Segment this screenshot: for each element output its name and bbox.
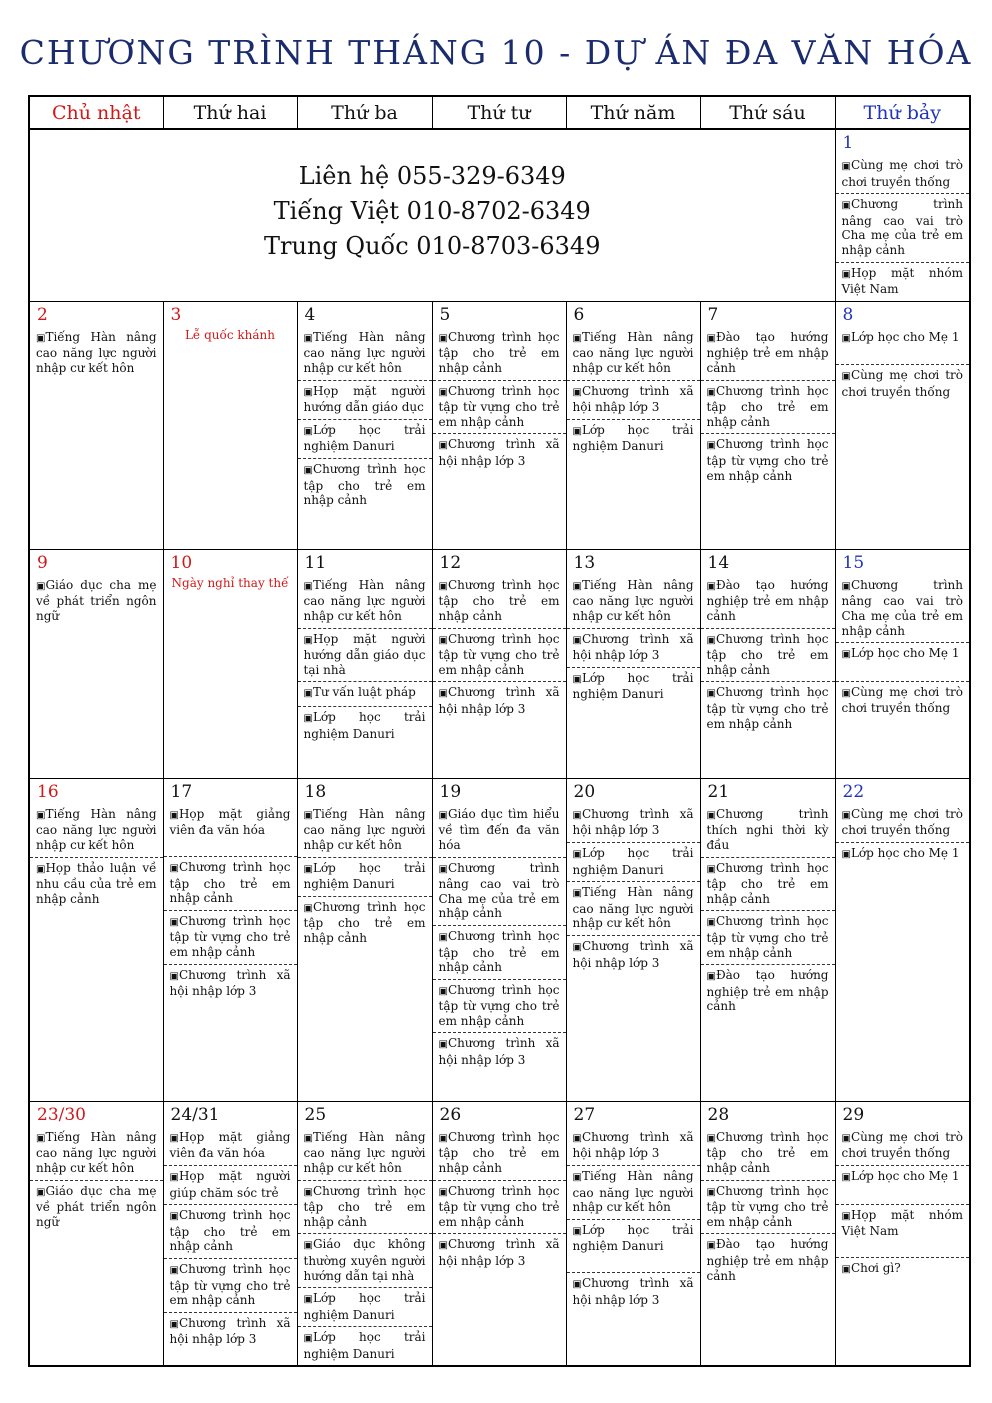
event-item: ▣ Tiếng Hàn nâng cao năng lực người nhập cư kết hôn <box>298 575 432 629</box>
event-item: ▣ Họp mặt nhóm Việt Nam <box>836 1205 970 1258</box>
event-item: ▣ Cùng mẹ chơi trò chơi truyền thống <box>836 682 970 720</box>
day-cell <box>566 778 700 1101</box>
event-item: ▣ Chương trình xã hội nhập lớp 3 <box>164 965 297 1003</box>
day-cell <box>29 549 163 778</box>
day-number: 23/30 <box>37 1104 86 1125</box>
day-cell <box>835 301 970 549</box>
event-item: ▣ Chương trình xã hội nhập lớp 3 <box>164 1313 297 1351</box>
week-row <box>29 301 970 549</box>
day-number: 29 <box>842 1104 865 1125</box>
event-item: ▣ Giáo dục không thường xuyên người hướng dẫn tại nhà <box>298 1234 432 1288</box>
contact-chinese: Trung Quốc 010-8703-6349 <box>264 232 601 260</box>
event-item: ▣ Tiếng Hàn nâng cao năng lực người nhập cư kết hôn <box>567 882 700 936</box>
event-item: ▣ Chương trình học tập cho trẻ em nhập cảnh <box>298 897 432 950</box>
event-item: ▣ Họp mặt người hướng dẫn giáo dục tại nhà <box>298 629 432 683</box>
event-item: ▣ Chương trình học tập cho trẻ em nhập cảnh <box>164 1205 297 1259</box>
event-item: ▣ Chương trình thích nghi thời kỳ đầu <box>701 804 835 858</box>
day-cell <box>163 301 297 549</box>
day-number: 21 <box>707 781 730 802</box>
day-cell <box>163 1101 297 1366</box>
day-cell <box>29 1101 163 1366</box>
day-number: 14 <box>707 552 730 573</box>
event-item: ▣ Họp mặt giảng viên đa văn hóa <box>164 804 297 857</box>
event-item: ▣ Chương trình học tập cho trẻ em nhập cảnh <box>701 629 835 683</box>
event-item: ▣ Chương trình học tập cho trẻ em nhập cảnh <box>701 858 835 912</box>
event-item: ▣ Lớp học trải nghiệm Danuri <box>298 858 432 897</box>
event-item: ▣ Đào tạo hướng nghiệp trẻ em nhập cảnh <box>701 1234 835 1287</box>
event-item: ▣ Họp thảo luận về nhu cầu của trẻ em nhập cảnh <box>30 858 163 911</box>
event-item: ▣ Đào tạo hướng nghiệp trẻ em nhập cảnh <box>701 575 835 629</box>
event-item: ▣ Đào tạo hướng nghiệp trẻ em nhập cảnh <box>701 965 835 1018</box>
event-item: ▣ Họp mặt người hướng dẫn giáo dục <box>298 381 432 420</box>
event-item: ▣ Cùng mẹ chơi trò chơi truyền thống <box>836 365 970 403</box>
event-item: ▣ Chương trình xã hội nhập lớp 3 <box>433 1033 566 1071</box>
event-item: ▣ Tiếng Hàn nâng cao năng lực người nhập cư kết hôn <box>30 327 163 380</box>
weekday-wednesday: Thứ tư <box>432 96 566 129</box>
day-number: 12 <box>439 552 462 573</box>
event-item: ▣ Họp mặt giảng viên đa văn hóa <box>164 1127 297 1166</box>
event-item: ▣ Cùng mẹ chơi trò chơi truyền thống <box>836 1127 970 1166</box>
calendar-table <box>28 95 971 1367</box>
contact-vietnamese: Tiếng Việt 010-8702-6349 <box>273 197 591 225</box>
event-item: ▣ Họp mặt người giúp chăm sóc trẻ <box>164 1166 297 1205</box>
weekday-thursday: Thứ năm <box>566 96 700 129</box>
event-item: ▣ Chương trình xã hội nhập lớp 3 <box>567 804 700 843</box>
event-item: ▣ Chương trình xã hội nhập lớp 3 <box>567 1273 700 1311</box>
event-item: ▣ Tư vấn luật pháp <box>298 682 432 707</box>
event-item: ▣ Tiếng Hàn nâng cao năng lực người nhập cư kết hôn <box>567 575 700 629</box>
event-item: ▣ Chương trình xã hội nhập lớp 3 <box>567 629 700 668</box>
event-item: ▣ Chương trình học tập từ vựng cho trẻ em nhập cảnh <box>433 980 566 1034</box>
day-cell <box>835 549 970 778</box>
event-item: ▣ Chương trình học tập cho trẻ em nhập cảnh <box>701 1127 835 1181</box>
event-item: ▣ Chương trình nâng cao vai trò Cha mẹ của trẻ em nhập cảnh <box>836 575 970 643</box>
holiday-label: Ngày nghỉ thay thế <box>171 575 289 590</box>
event-item: ▣ Lớp học cho Mẹ 1 <box>836 1166 970 1205</box>
day-cell <box>29 301 163 549</box>
event-item: ▣ Tiếng Hàn nâng cao năng lực người nhập cư kết hôn <box>567 327 700 381</box>
event-item: ▣ Lớp học cho Mẹ 1 <box>836 327 970 366</box>
event-item: ▣ Tiếng Hàn nâng cao năng lực người nhập cư kết hôn <box>567 1166 700 1220</box>
event-item: ▣ Lớp học cho Mẹ 1 <box>836 843 970 867</box>
event-item: ▣ Tiếng Hàn nâng cao năng lực người nhập cư kết hôn <box>30 804 163 858</box>
day-cell <box>297 301 432 549</box>
day-number: 16 <box>37 781 59 802</box>
day-number: 28 <box>707 1104 730 1125</box>
event-item: ▣ Giáo dục tìm hiểu về tìm đến đa văn hóa <box>433 804 566 858</box>
event-item: ▣ Tiếng Hàn nâng cao năng lực người nhập cư kết hôn <box>298 804 432 858</box>
event-item: ▣ Lớp học trải nghiệm Danuri <box>298 1327 432 1365</box>
event-item: ▣ Chương trình nâng cao vai trò Cha mẹ của trẻ em nhập cảnh <box>433 858 566 926</box>
event-item: ▣ Chương trình xã hội nhập lớp 3 <box>567 381 700 420</box>
day-number: 9 <box>37 552 48 573</box>
page-title: CHƯƠNG TRÌNH THÁNG 10 - DỰ ÁN ĐA VĂN HÓA <box>19 33 973 72</box>
day-number: 22 <box>842 781 865 802</box>
day-number: 20 <box>573 781 596 802</box>
weekday-friday: Thứ sáu <box>700 96 835 129</box>
event-item: ▣ Chương trình xã hội nhập lớp 3 <box>433 682 566 720</box>
day-number: 17 <box>170 781 193 802</box>
event-item: ▣ Chương trình học tập từ vựng cho trẻ em nhập cảnh <box>433 381 566 435</box>
day-cell <box>297 549 432 778</box>
event-item: ▣ Chương trình học tập từ vựng cho trẻ em nhập cảnh <box>701 434 835 487</box>
event-item: ▣ Chơi gì? <box>836 1258 970 1282</box>
day-cell <box>29 778 163 1101</box>
event-item: ▣ Họp mặt nhóm Việt Nam <box>836 263 970 301</box>
event-item: ▣ Chương trình học tập từ vựng cho trẻ em nhập cảnh <box>433 1181 566 1235</box>
event-item: ▣ Tiếng Hàn nâng cao năng lực người nhập cư kết hôn <box>30 1127 163 1181</box>
contact-cell <box>29 129 835 301</box>
event-item: ▣ Chương trình xã hội nhập lớp 3 <box>433 434 566 472</box>
weekday-header <box>29 96 970 129</box>
event-item: ▣ Giáo dục cha mẹ về phát triển ngôn ngữ <box>30 575 163 628</box>
week-row <box>29 129 970 301</box>
event-item: ▣ Lớp học trải nghiệm Danuri <box>298 420 432 459</box>
day-number: 15 <box>842 552 865 573</box>
day-cell <box>835 778 970 1101</box>
day-cell <box>700 1101 835 1366</box>
weekday-tuesday: Thứ ba <box>297 96 432 129</box>
day-number: 3 <box>170 304 182 325</box>
event-item: ▣ Chương trình xã hội nhập lớp 3 <box>433 1234 566 1272</box>
day-number: 7 <box>707 304 719 325</box>
event-item: ▣ Chương trình học tập cho trẻ em nhập cảnh <box>433 1127 566 1181</box>
day-number: 8 <box>842 304 854 325</box>
event-item: ▣ Chương trình nâng cao vai trò Cha mẹ của trẻ em nhập cảnh <box>836 194 970 262</box>
event-item: ▣ Lớp học trải nghiệm Danuri <box>298 1288 432 1327</box>
event-item: ▣ Chương trình học tập cho trẻ em nhập cảnh <box>298 459 432 512</box>
event-item: ▣ Chương trình học tập cho trẻ em nhập cảnh <box>298 1181 432 1235</box>
day-cell <box>432 778 566 1101</box>
day-number: 19 <box>439 781 462 802</box>
week-row <box>29 1101 970 1366</box>
weekday-sunday: Chủ nhật <box>29 96 163 129</box>
event-item: ▣ Chương trình xã hội nhập lớp 3 <box>567 936 700 974</box>
event-item: ▣ Chương trình học tập từ vựng cho trẻ em nhập cảnh <box>433 629 566 683</box>
day-cell <box>566 549 700 778</box>
event-item: ▣ Tiếng Hàn nâng cao năng lực người nhập cư kết hôn <box>298 1127 432 1181</box>
day-cell <box>432 301 566 549</box>
event-item: ▣ Chương trình học tập từ vựng cho trẻ em nhập cảnh <box>701 682 835 735</box>
day-number: 1 <box>842 133 854 153</box>
day-number: 24/31 <box>170 1104 220 1125</box>
event-item: ▣ Giáo dục cha mẹ về phát triển ngôn ngữ <box>30 1181 163 1234</box>
day-cell <box>700 549 835 778</box>
day-number: 2 <box>37 304 48 325</box>
event-item: ▣ Lớp học trải nghiệm Danuri <box>567 668 700 706</box>
event-item: ▣ Cùng mẹ chơi trò chơi truyền thống <box>836 155 970 194</box>
day-number: 27 <box>573 1104 596 1125</box>
day-number: 5 <box>439 304 451 325</box>
day-cell <box>297 778 432 1101</box>
weekday-monday: Thứ hai <box>163 96 297 129</box>
day-number: 4 <box>304 304 316 325</box>
day-cell <box>835 129 970 301</box>
day-number: 18 <box>304 781 327 802</box>
event-item: ▣ Lớp học trải nghiệm Danuri <box>567 420 700 458</box>
event-item: ▣ Chương trình học tập cho trẻ em nhập cảnh <box>433 327 566 381</box>
event-item: ▣ Lớp học trải nghiệm Danuri <box>567 843 700 882</box>
day-cell <box>432 1101 566 1366</box>
week-row <box>29 778 970 1101</box>
day-number: 26 <box>439 1104 462 1125</box>
event-item: ▣ Lớp học trải nghiệm Danuri <box>298 707 432 745</box>
day-number: 11 <box>304 552 327 573</box>
week-row <box>29 549 970 778</box>
event-item: ▣ Chương trình học tập cho trẻ em nhập cảnh <box>164 857 297 911</box>
event-item: ▣ Chương trình học tập từ vựng cho trẻ em nhập cảnh <box>701 1181 835 1235</box>
event-item: ▣ Chương trình học tập cho trẻ em nhập cảnh <box>701 381 835 435</box>
day-cell <box>566 1101 700 1366</box>
event-item: ▣ Chương trình học tập cho trẻ em nhập cảnh <box>433 926 566 980</box>
day-number: 13 <box>573 552 596 573</box>
day-cell <box>297 1101 432 1366</box>
day-cell <box>432 549 566 778</box>
day-number: 25 <box>304 1104 327 1125</box>
event-item: ▣ Chương trình học tập từ vựng cho trẻ em nhập cảnh <box>701 911 835 965</box>
day-cell <box>566 301 700 549</box>
event-item: ▣ Lớp học trải nghiệm Danuri <box>567 1220 700 1273</box>
event-item: ▣ Cùng mẹ chơi trò chơi truyền thống <box>836 804 970 843</box>
event-item: ▣ Đào tạo hướng nghiệp trẻ em nhập cảnh <box>701 327 835 381</box>
holiday-label: Lễ quốc khánh <box>184 327 276 342</box>
event-item: ▣ Tiếng Hàn nâng cao năng lực người nhập cư kết hôn <box>298 327 432 381</box>
contact-main: Liên hệ 055-329-6349 <box>298 162 566 190</box>
event-item: ▣ Chương trình học tập từ vựng cho trẻ em nhập cảnh <box>164 1259 297 1313</box>
day-cell <box>700 778 835 1101</box>
day-cell <box>700 301 835 549</box>
weekday-saturday: Thứ bảy <box>835 96 970 129</box>
day-cell <box>163 549 297 778</box>
event-item: ▣ Chương trình học tập cho trẻ em nhập cảnh <box>433 575 566 629</box>
day-number: 10 <box>170 552 193 573</box>
event-item: ▣ Chương trình học tập từ vựng cho trẻ em nhập cảnh <box>164 911 297 965</box>
day-number: 6 <box>573 304 585 325</box>
event-item: ▣ Lớp học cho Mẹ 1 <box>836 643 970 682</box>
event-item: ▣ Chương trình xã hội nhập lớp 3 <box>567 1127 700 1166</box>
day-cell <box>163 778 297 1101</box>
day-cell <box>835 1101 970 1366</box>
